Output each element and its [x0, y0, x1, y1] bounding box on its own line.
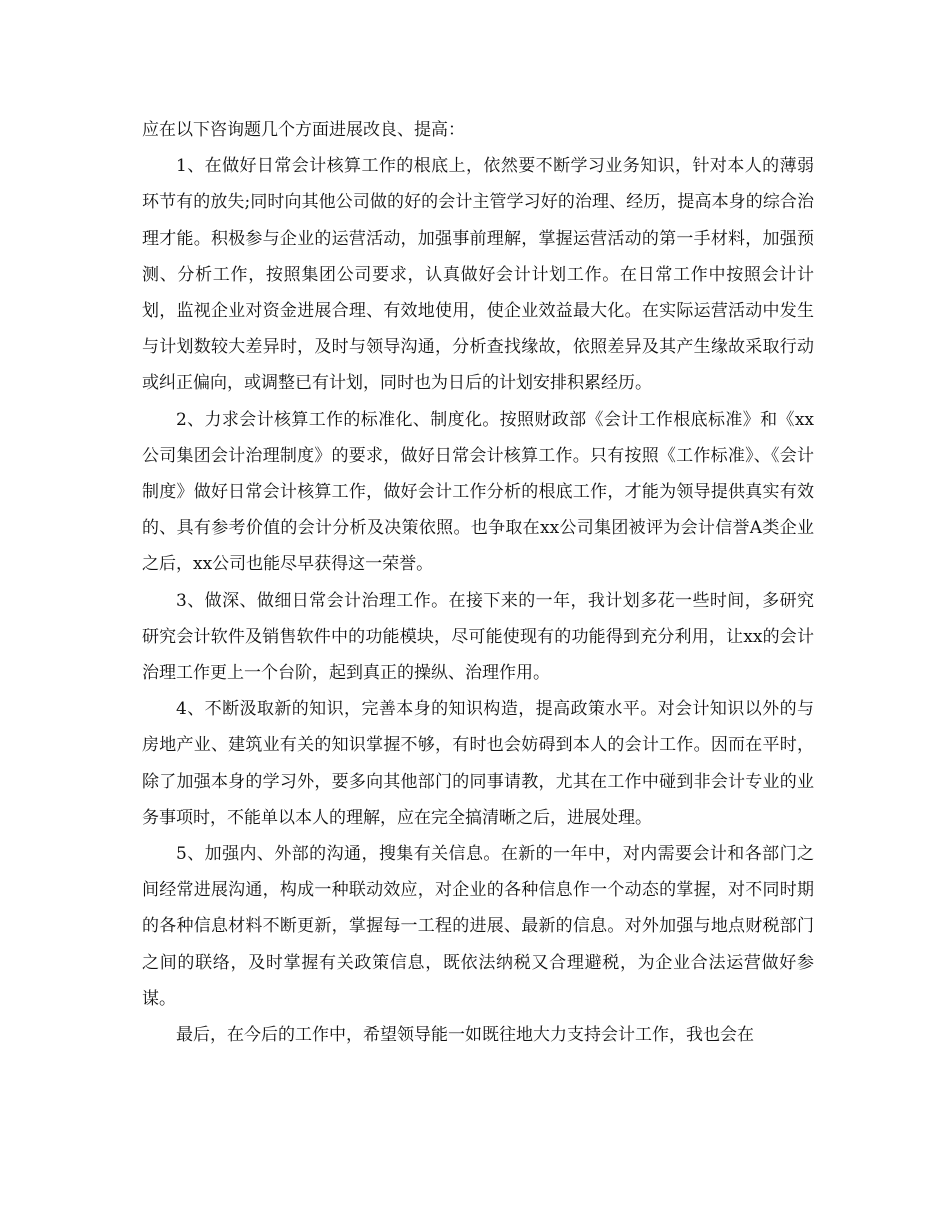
paragraph-item-1: 1、在做好日常会计核算工作的根底上，依然要不断学习业务知识，针对本人的薄弱环节有的放失;同时向其他公司做的好的会计主管学习好的治理、经历，提高本身的综合治理才能。积极参与企业的运营活动，加强事前理解，掌握运营活动的第一手材料，加强预测、分析工作，按照集团公司要求，认真做好会计计划工作。在日常工作中按照会计计划，监视企业对资金进展合理、有效地使用，使企业效益最大化。在实际运营活动中发生与计划数较大差异时，及时与领导沟通，分析查找缘故，依照差异及其产生缘故采取行动或纠正偏向，或调整已有计划，同时也为日后的计划安排积累经历。 — [142, 156, 814, 394]
paragraph-item-4: 4、不断汲取新的知识，完善本身的知识构造，提高政策水平。对会计知识以外的与房地产业、建筑业有关的知识掌握不够，有时也会妨碍到本人的会计工作。因而在平时，除了加强本身的学习外，要多向其他部门的同事请教，尤其在工作中碰到非会计专业的业务事项时，不能单以本人的理解，应在完全搞清晰之后，进展处理。 — [142, 699, 814, 828]
paragraph-item-2: 2、力求会计核算工作的标准化、制度化。按照财政部《会计工作根底标准》和《xx公司集团会计治理制度》的要求，做好日常会计核算工作。只有按照《工作标准》、《会计制度》做好日常会计核算工作，做好会计工作分析的根底工作，才能为领导提供真实有效的、具有参考价值的会计分析及决策依照。也争取在xx公司集团被评为会计信誉A类企业之后，xx公司也能尽早获得这一荣誉。 — [142, 409, 814, 575]
paragraph-intro: 应在以下咨询题几个方面进展改良、提高： — [142, 120, 465, 140]
paragraph-item-3: 3、做深、做细日常会计治理工作。在接下来的一年，我计划多花一些时间，多研究研究会计软件及销售软件中的功能模块，尽可能使现有的功能得到充分利用，让xx的会计治理工作更上一个台阶，起到真正的操纵、治理作用。 — [142, 590, 814, 684]
document-body — [142, 112, 814, 1053]
paragraph-item-5: 5、加强内、外部的沟通，搜集有关信息。在新的一年中，对内需要会计和各部门之间经常进展沟通，构成一种联动效应，对企业的各种信息作一个动态的掌握，对不同时期的各种信息材料不断更新，掌握每一工程的进展、最新的信息。对外加强与地点财税部门之间的联络，及时掌握有关政策信息，既依法纳税又合理避税，为企业合法运营做好参谋。 — [142, 844, 814, 1009]
paragraph-closing: 最后，在今后的工作中，希望领导能一如既往地大力支持会计工作，我也会在 — [176, 1025, 754, 1046]
